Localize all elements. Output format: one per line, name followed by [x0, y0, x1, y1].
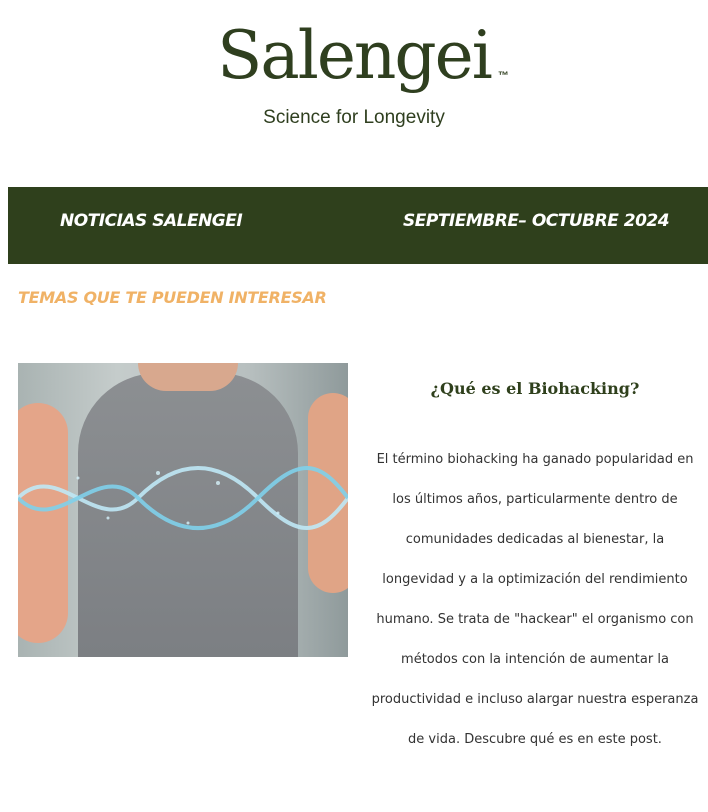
article-body: El término biohacking ha ganado popularidad en los últimos años, particularmente dentro de comunidades dedicadas al bienestar, la longevidad y a la optimización del rendimiento humano. Se trata de "hackear" el organismo con métodos con la intención de aumentar la productividad e incluso alargar nuestra esperanza de vida. Descubre qué es en este post. [371, 452, 699, 747]
logo-wordmark: Salengei ™ [217, 8, 491, 104]
newsletter-banner [8, 187, 708, 264]
section-heading: TEMAS QUE TE PUEDEN INTERESAR [18, 288, 327, 307]
banner-date: SEPTIEMBRE– OCTUBRE 2024 [403, 211, 670, 231]
article-card [362, 363, 708, 760]
tagline: Science for Longevity [263, 107, 445, 128]
banner-title: NOTICIAS SALENGEI [60, 211, 243, 231]
logo[interactable] [0, 8, 708, 104]
dna-helix-graphic [18, 458, 348, 538]
article-image[interactable] [18, 363, 348, 657]
article-title[interactable]: ¿Qué es el Biohacking? [430, 379, 640, 398]
trademark-symbol: ™ [497, 70, 509, 82]
